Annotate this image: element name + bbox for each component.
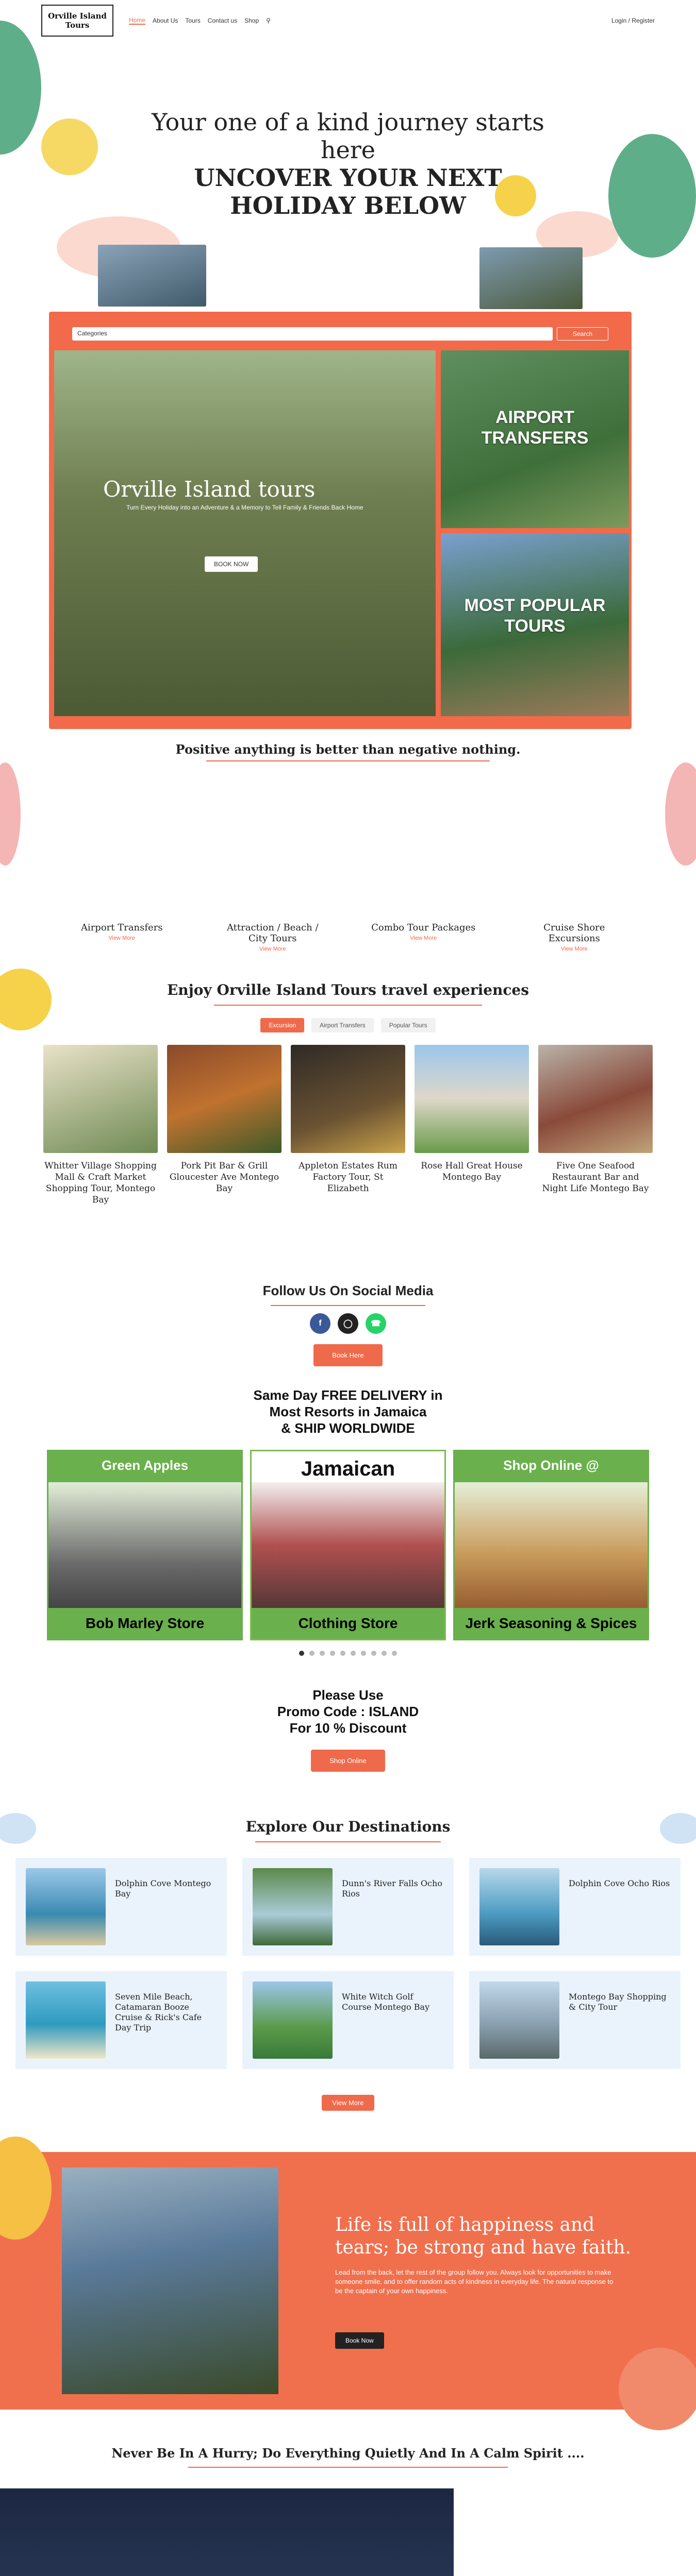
category-name: Combo Tour Packages — [371, 922, 476, 933]
decor-blob — [619, 2348, 696, 2430]
category-item[interactable] — [65, 922, 178, 952]
site-header — [0, 0, 696, 41]
nav-home[interactable]: Home — [129, 16, 146, 24]
destination-card[interactable] — [242, 1858, 454, 1956]
destination-card[interactable] — [469, 1858, 681, 1956]
destination-image — [26, 1981, 106, 2059]
search-icon[interactable]: ⚲ — [266, 17, 271, 24]
promo-block — [0, 1687, 696, 1736]
decor-blob — [0, 762, 21, 866]
header-left — [41, 5, 271, 37]
banner-book-button[interactable]: Book Now — [335, 2332, 384, 2349]
social-section — [0, 1283, 696, 1366]
destination-image — [479, 1868, 559, 1945]
nav-about[interactable]: About Us — [153, 17, 178, 24]
decor-blob — [665, 762, 696, 866]
destination-name: Dolphin Cove Montego Bay — [115, 1878, 211, 1899]
experience-card[interactable] — [538, 1045, 653, 1206]
section-rule — [214, 1005, 482, 1006]
site-logo[interactable] — [41, 5, 113, 37]
promo-line2: Promo Code : ISLAND — [277, 1704, 419, 1719]
facebook-icon[interactable]: f — [310, 1313, 330, 1334]
destination-name: White Witch Golf Course Montego Bay — [342, 1992, 430, 2012]
carousel-dot[interactable] — [320, 1651, 325, 1656]
book-now-button[interactable]: BOOK NOW — [205, 556, 258, 572]
experience-card[interactable] — [167, 1045, 281, 1206]
experience-caption: Whitter Village Shopping Mall & Craft Market Shopping Tour, Montego Bay — [44, 1161, 157, 1205]
calm-row — [0, 2488, 696, 2576]
category-name: Attraction / Beach / City Tours — [226, 922, 319, 944]
destination-card[interactable] — [15, 1971, 227, 2069]
carousel-dot[interactable] — [351, 1651, 356, 1656]
carousel-dot[interactable] — [340, 1651, 345, 1656]
shop-label: Jerk Seasoning & Spices — [455, 1608, 648, 1639]
experience-image — [291, 1045, 405, 1153]
shop-label: Bob Marley Store — [48, 1608, 241, 1639]
hero-line1: Your one of a kind journey starts — [152, 108, 544, 136]
nav-contact[interactable]: Contact us — [207, 17, 238, 24]
hero-line2: here — [320, 136, 376, 164]
delivery-line2: Most Resorts in Jamaica — [269, 1404, 427, 1419]
destination-name: Seven Mile Beach, Catamaran Booze Cruise & Rick's Cafe Day Trip — [115, 1992, 202, 2032]
destination-image — [26, 1868, 106, 1945]
logo-line1: Orville Island — [48, 11, 107, 21]
book-here-wrap — [0, 1344, 696, 1366]
calm-section — [0, 2446, 696, 2576]
destination-card[interactable] — [242, 1971, 454, 2069]
hero-line3: UNCOVER YOUR NEXT — [194, 164, 502, 192]
carousel-dot[interactable] — [309, 1651, 314, 1656]
carousel-dot[interactable] — [392, 1651, 397, 1656]
carousel-dot[interactable] — [371, 1651, 376, 1656]
hero-photo-left — [98, 245, 206, 307]
category-list — [46, 922, 650, 952]
destination-name: Montego Bay Shopping & City Tour — [569, 1992, 667, 2012]
shop-head: Green Apples — [48, 1451, 241, 1482]
calm-text-block — [454, 2488, 670, 2576]
tile-airport-transfers[interactable] — [441, 350, 629, 528]
category-select[interactable]: Categories — [72, 327, 553, 341]
carousel-dot[interactable] — [299, 1651, 304, 1656]
shop-slide[interactable] — [47, 1450, 243, 1640]
book-here-button[interactable]: Book Here — [313, 1344, 382, 1366]
tab-popular-tours[interactable]: Popular Tours — [381, 1018, 436, 1032]
instagram-icon[interactable]: ◯ — [338, 1313, 358, 1334]
shop-head: Jamaican — [252, 1451, 444, 1482]
delivery-line3: & SHIP WORLDWIDE — [281, 1420, 415, 1436]
destination-card[interactable] — [469, 1971, 681, 2069]
view-more-button[interactable]: View More — [322, 2095, 374, 2111]
tagline: Positive anything is better than negative nothing. — [175, 742, 521, 757]
view-more-wrap — [0, 2095, 696, 2111]
main-nav — [129, 16, 271, 25]
shop-slide[interactable] — [453, 1450, 649, 1640]
category-item[interactable] — [367, 922, 480, 952]
tile3-line2: TOURS — [504, 616, 566, 636]
carousel-dots — [0, 1651, 696, 1656]
destinations-title: Explore Our Destinations — [245, 1818, 451, 1835]
shop-online-wrap — [0, 1750, 696, 1772]
search-panel — [49, 312, 632, 729]
experience-image — [43, 1045, 158, 1153]
section-rule — [255, 1841, 441, 1842]
login-link[interactable]: Login / Register — [611, 17, 655, 24]
decor-blob — [660, 1813, 696, 1844]
destination-image — [479, 1981, 559, 2059]
section-rule — [188, 2467, 508, 2468]
search-button[interactable]: Search — [557, 327, 608, 341]
experiences-title: Enjoy Orville Island Tours travel experiences — [167, 981, 529, 998]
section-rule — [271, 1305, 425, 1306]
view-more-link[interactable]: View More — [410, 935, 437, 941]
delivery-line1: Same Day FREE DELIVERY in — [253, 1387, 443, 1403]
shop-carousel — [0, 1450, 696, 1640]
hero-title — [0, 108, 696, 219]
experience-tabs — [0, 1018, 696, 1032]
shop-slide[interactable] — [250, 1450, 446, 1640]
tile-main-title: Orville Island tours — [103, 477, 316, 502]
tile-island-tours[interactable] — [54, 350, 436, 716]
category-name: Airport Transfers — [80, 922, 163, 933]
experience-card[interactable] — [43, 1045, 158, 1206]
promo-line1: Please Use — [312, 1687, 384, 1703]
shop-head: Shop Online @ — [455, 1451, 648, 1482]
destination-image — [253, 1981, 333, 2059]
destination-name: Dunn's River Falls Ocho Rios — [342, 1878, 442, 1899]
experience-image — [167, 1045, 281, 1153]
carousel-dot[interactable] — [382, 1651, 387, 1656]
mid-section — [0, 732, 696, 1257]
experience-image — [415, 1045, 529, 1153]
experience-card[interactable] — [291, 1045, 405, 1206]
destinations-section — [0, 1818, 696, 2111]
banner-text: Lead from the back, let the rest of the group follow you. Always look for opportunities to make someone smile, and to offer random acts of kindness in everyday life. The natural response to be the captain of your own happiness. — [335, 2268, 614, 2295]
tile-popular-tours[interactable] — [441, 533, 629, 716]
experience-list — [0, 1045, 696, 1206]
destination-card[interactable] — [15, 1858, 227, 1956]
tab-airport-transfers[interactable]: Airport Transfers — [311, 1018, 374, 1032]
banner-photo — [62, 2167, 278, 2394]
experiences-section — [0, 981, 696, 1206]
hero-section — [0, 41, 696, 732]
shop-online-button[interactable]: Shop Online — [311, 1750, 385, 1772]
happiness-banner — [0, 2152, 696, 2410]
experience-caption: Pork Pit Bar & Grill Gloucester Ave Montego Bay — [169, 1161, 279, 1194]
search-row — [72, 327, 608, 341]
decor-blob — [0, 1813, 36, 1844]
tab-excursion[interactable]: Excursion — [260, 1018, 304, 1032]
nav-shop[interactable]: Shop — [244, 17, 259, 24]
hero-line4: HOLIDAY BELOW — [230, 192, 466, 219]
tagline-rule — [206, 760, 490, 761]
tile2-line1: AIRPORT — [495, 408, 574, 427]
social-icons — [0, 1313, 696, 1334]
view-more-link[interactable]: View More — [560, 946, 588, 952]
carousel-dot[interactable] — [361, 1651, 366, 1656]
view-more-link[interactable]: View More — [108, 935, 136, 941]
experience-caption: Rose Hall Great House Montego Bay — [421, 1161, 523, 1182]
social-title: Follow Us On Social Media — [262, 1283, 434, 1298]
decor-blob — [0, 2137, 52, 2240]
shop-label: Clothing Store — [252, 1608, 444, 1639]
category-item[interactable] — [216, 922, 329, 952]
tile-main-sub: Turn Every Holiday into an Adventure & a Memory to Tell Family & Friends Back Home — [126, 504, 363, 511]
category-name: Cruise Shore Excursions — [543, 922, 605, 944]
experience-card[interactable] — [415, 1045, 529, 1206]
destination-image — [253, 1868, 333, 1945]
whatsapp-icon[interactable]: ☎ — [366, 1313, 386, 1334]
banner-title: Life is full of happiness and tears; be strong and have faith. — [335, 2214, 632, 2258]
tile2-line2: TRANSFERS — [481, 428, 589, 448]
nav-tours[interactable]: Tours — [185, 17, 201, 24]
experience-caption: Appleton Estates Rum Factory Tour, St Elizabeth — [299, 1161, 397, 1194]
experience-image — [538, 1045, 653, 1153]
destination-name: Dolphin Cove Ocho Rios — [569, 1878, 670, 1888]
calm-title: Never Be In A Hurry; Do Everything Quietly And In A Calm Spirit .... — [111, 2446, 585, 2461]
destinations-grid — [0, 1858, 696, 2069]
view-more-link[interactable]: View More — [259, 946, 286, 952]
carousel-dot[interactable] — [330, 1651, 335, 1656]
category-item[interactable] — [518, 922, 631, 952]
delivery-section — [0, 1387, 696, 1772]
hero-photo-right — [479, 247, 583, 309]
logo-line2: Tours — [65, 21, 90, 30]
tile3-line1: MOST POPULAR — [464, 596, 606, 615]
experience-caption: Five One Seafood Restaurant Bar and Night Life Montego Bay — [542, 1161, 649, 1194]
promo-line3: For 10 % Discount — [289, 1720, 407, 1736]
calm-image — [0, 2488, 454, 2576]
